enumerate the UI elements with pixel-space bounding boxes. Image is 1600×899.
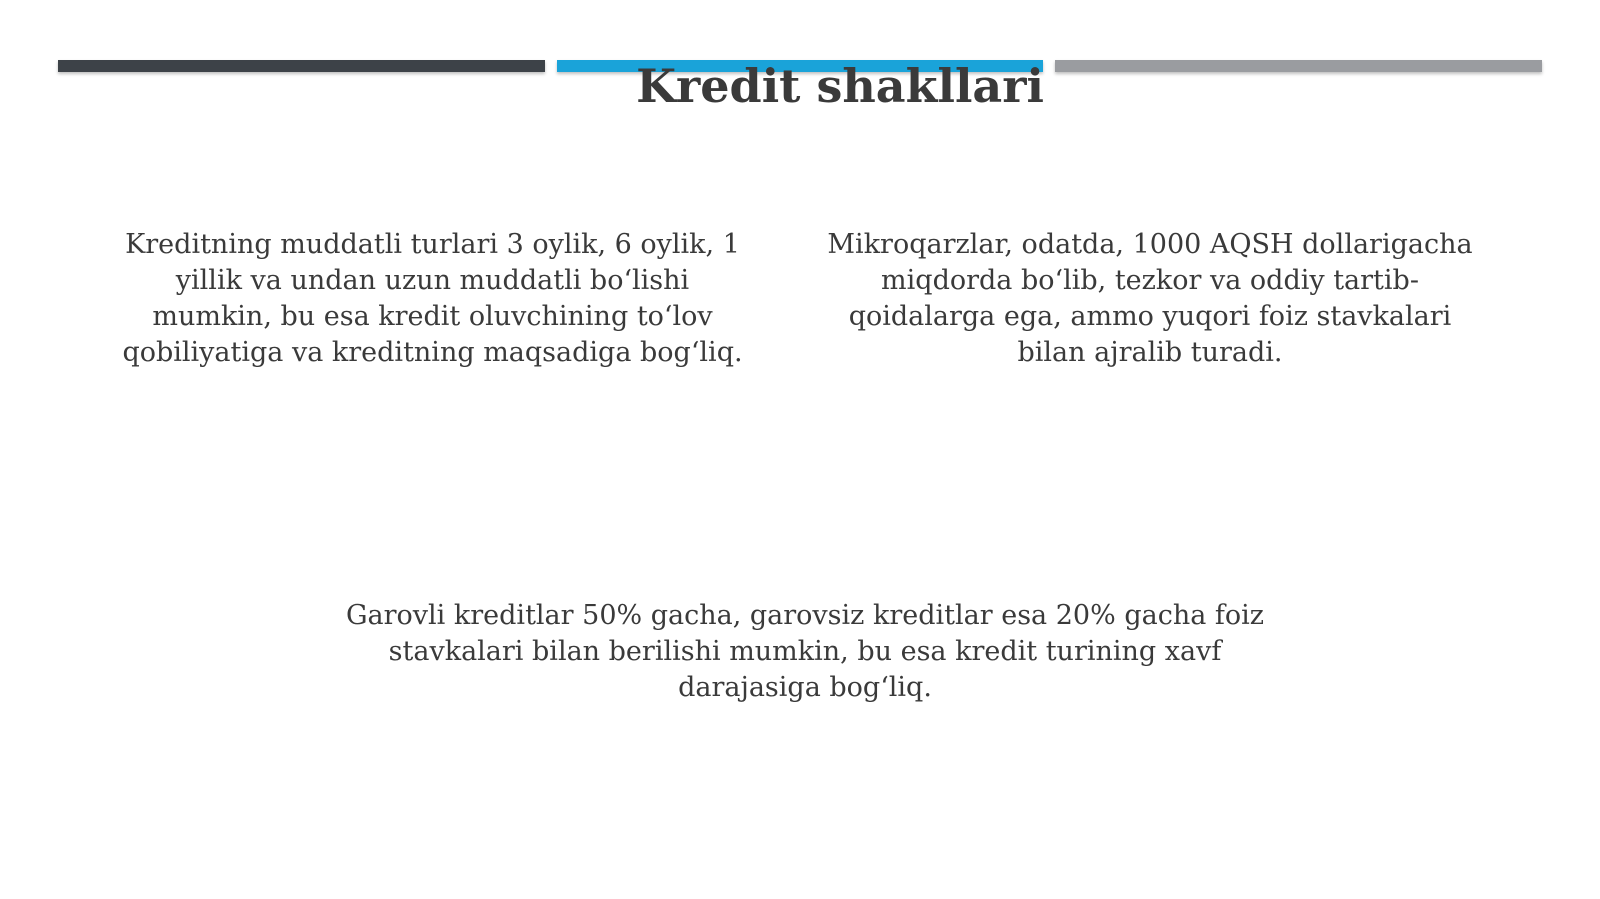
slide-title: Kredit shakllari xyxy=(636,59,1044,113)
text-block-term-loans: Kreditning muddatli turlari 3 oylik, 6 oylik, 1 yillik va undan uzun muddatli bo‘lishi mumkin, bu esa kredit oluvchining to‘lov qobiliyatiga va kreditning maqsadiga bog‘liq. xyxy=(122,229,743,368)
text-block-secured-loans: Garovli kreditlar 50% gacha, garovsiz kreditlar esa 20% gacha foiz stavkalari bilan berilishi mumkin, bu esa kredit turining xavf darajasiga bog‘liq. xyxy=(345,600,1265,703)
text-block-microloans: Mikroqarzlar, odatda, 1000 AQSH dollarigacha miqdorda bo‘lib, tezkor va oddiy tartib-qoidalarga ega, ammo yuqori foiz stavkalari bilan ajralib turadi. xyxy=(827,229,1473,368)
